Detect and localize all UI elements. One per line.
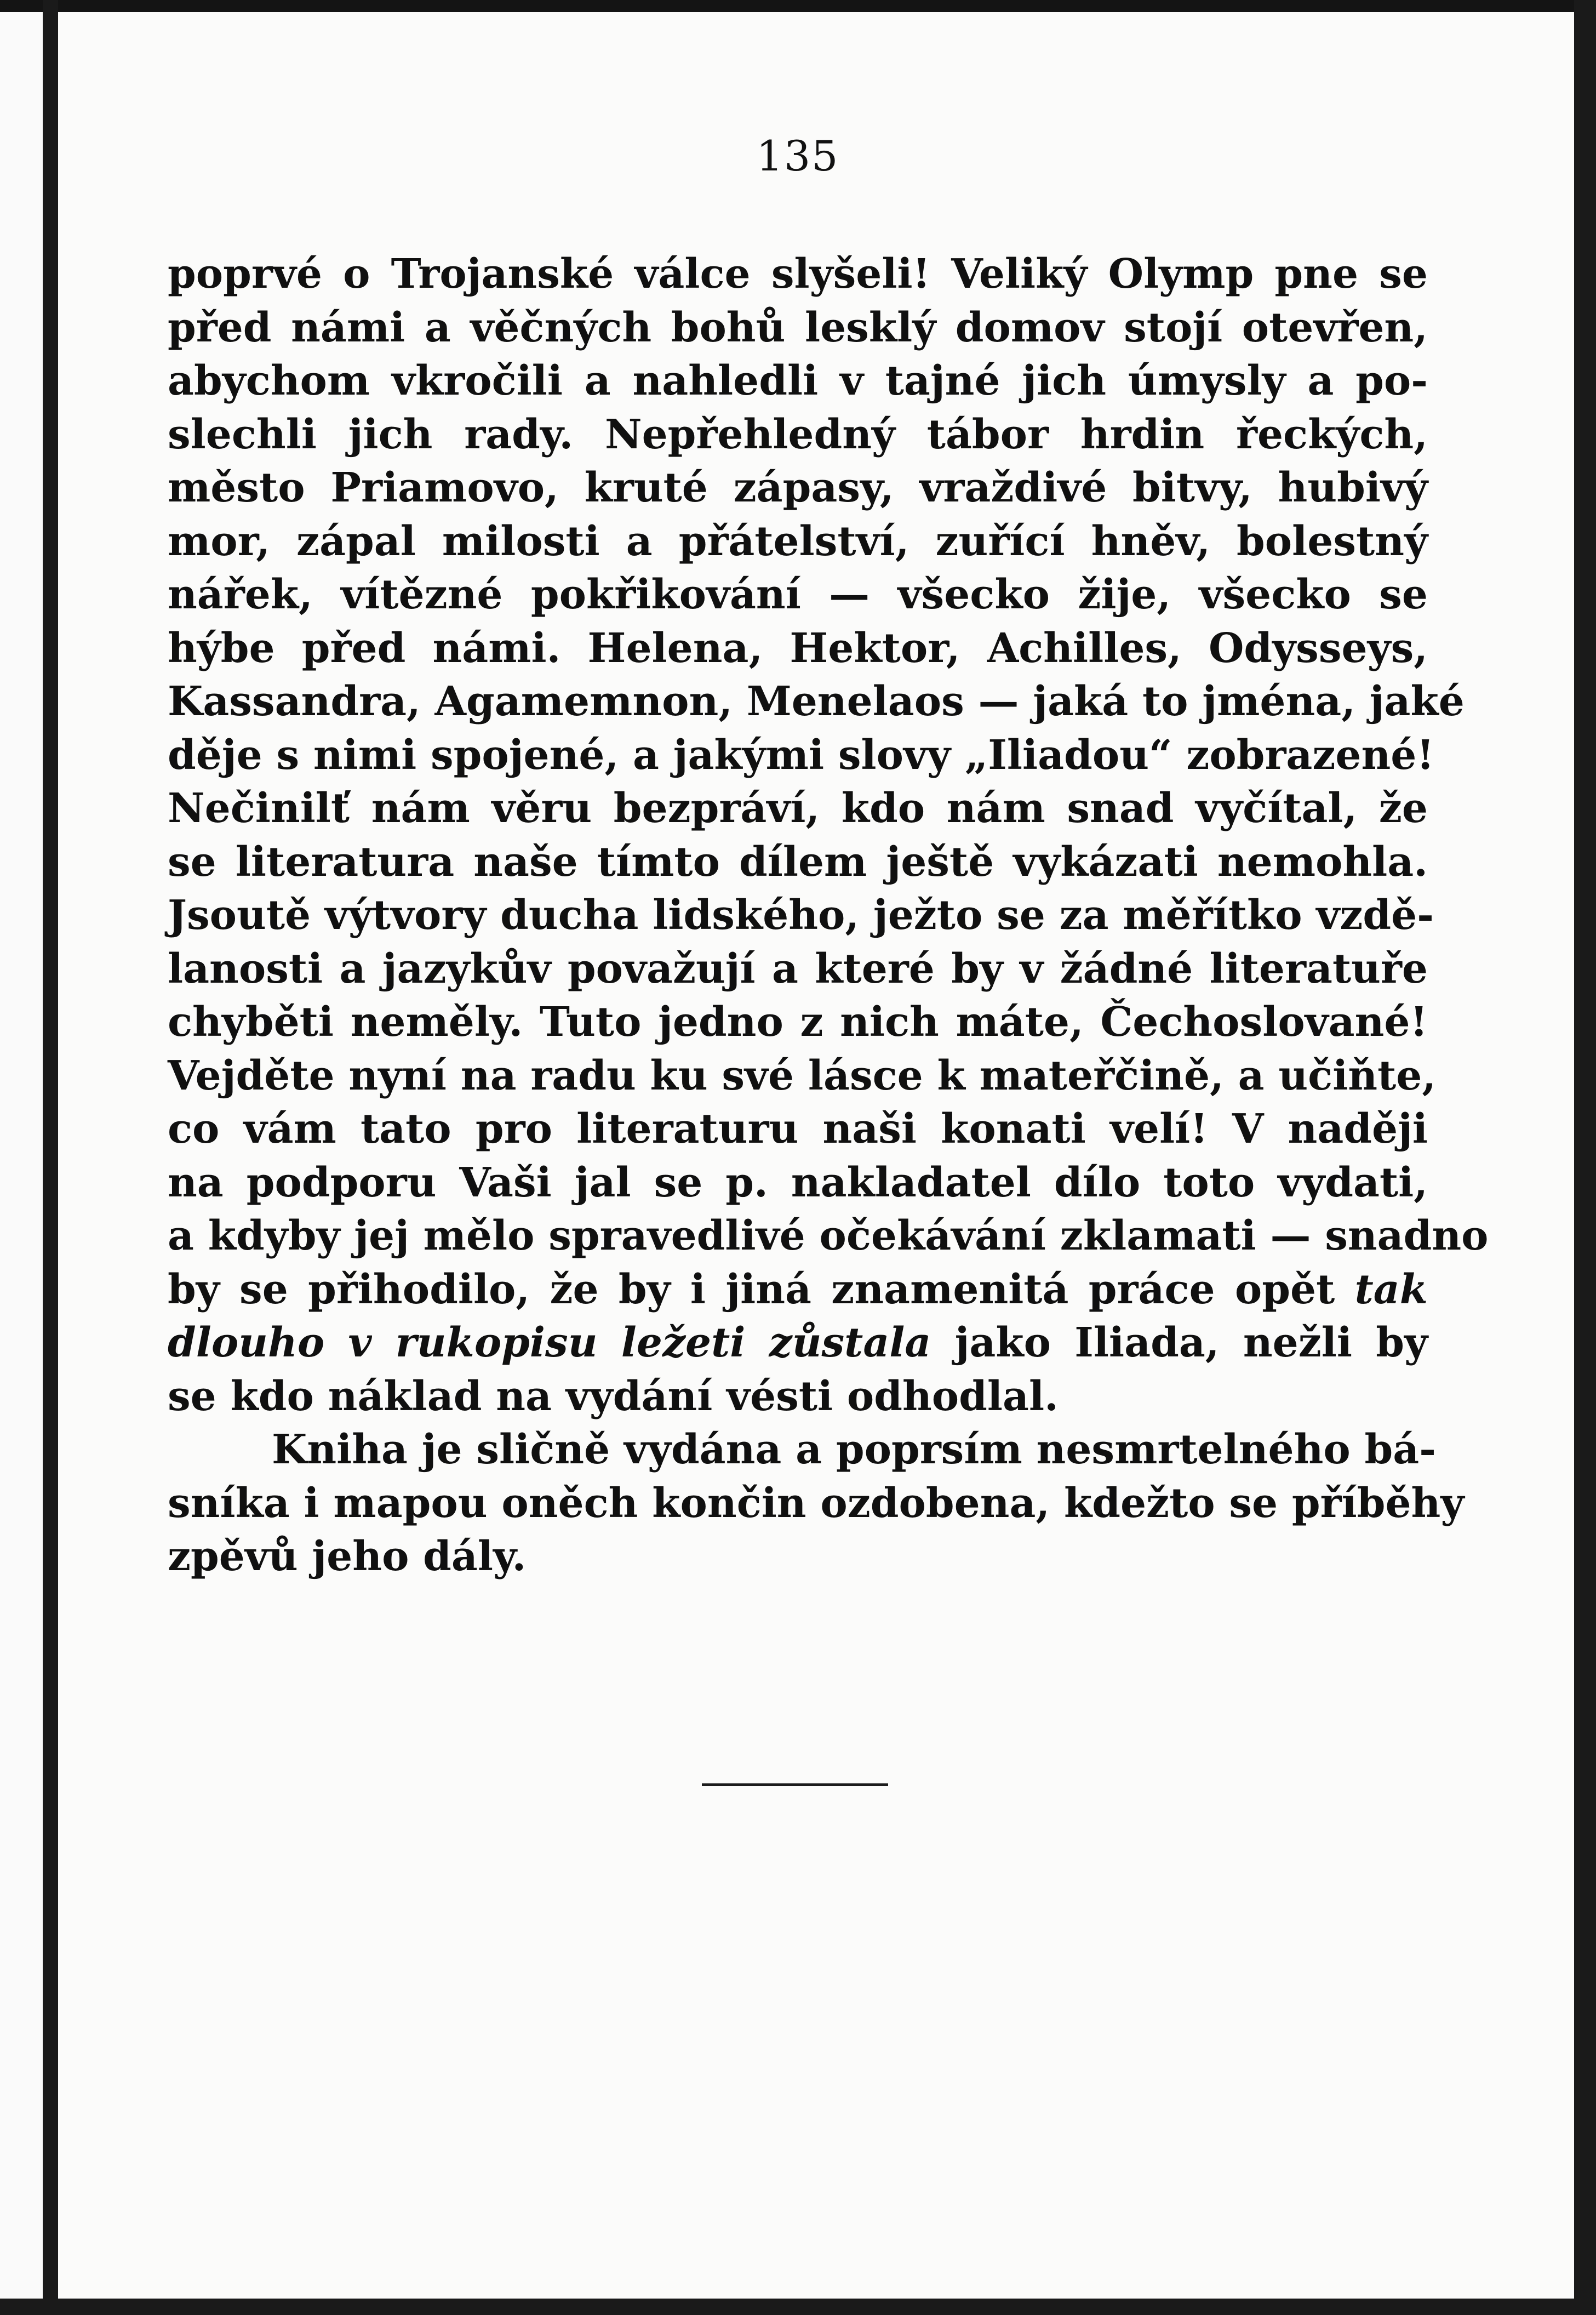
text-line: abychom vkročili a nahledli v tajné jich úmysly a po- [168, 357, 1428, 404]
scan-border-bottom [0, 2299, 1596, 2315]
text-line: sníka i mapou oněch končin ozdobena, kdežto se příběhy [168, 1479, 1465, 1527]
scan-border-top [0, 0, 1596, 12]
text-line: na podporu Vaši jal se p. nakladatel dílo toto vydati, [168, 1159, 1428, 1206]
text-line: a kdyby jej mělo spravedlivé očekávání zklamati — snadno [168, 1212, 1489, 1259]
text-line: lanosti a jazykův považují a které by v žádné literatuře [168, 945, 1428, 993]
text-line: Kassandra, Agamemnon, Menelaos — jaká to jména, jaké [168, 678, 1465, 725]
text-line: slechli jich rady. Nepřehledný tábor hrdin řeckých, [168, 410, 1428, 458]
text-line: Nečinilť nám věru bezpráví, kdo nám snad vyčítal, že [168, 785, 1428, 832]
text-line: se kdo náklad na vydání vésti odhodlal. [168, 1372, 1059, 1420]
italic-segment: tak [1354, 1265, 1428, 1313]
text-line: Vejděte nyní na radu ku své lásce k mateřčině, a učiňte, [168, 1052, 1437, 1099]
text-line: co vám tato pro literaturu naši konati velí! V naději [168, 1105, 1428, 1153]
text-line: děje s nimi spojené, a jakými slovy „Iliadou“ zobrazené! [168, 731, 1434, 779]
scan-border-left [43, 0, 58, 2315]
text-line: hýbe před námi. Helena, Hektor, Achilles, Odysseys, [168, 624, 1428, 672]
text-line: poprvé o Trojanské válce slyšeli! Veliký Olymp pne se [168, 250, 1428, 298]
text-line: Jsoutě výtvory ducha lidského, ježto se za měřítko vzdě- [168, 892, 1434, 939]
italic-segment: dlouho v rukopisu ležeti zůstala [168, 1319, 931, 1366]
text-line: nářek, vítězné pokřikování — všecko žije, všecko se [168, 571, 1428, 618]
text-line-with-italic [168, 1316, 1428, 1370]
scan-margin-left [0, 0, 43, 2315]
text-line: město Priamovo, kruté zápasy, vraždivé bitvy, hubivý [168, 464, 1428, 511]
text-segment: by se přihodilo, že by i jiná znamenitá práce opět [168, 1265, 1335, 1313]
scan-border-right [1574, 0, 1596, 2315]
text-line: mor, zápal milosti a přátelství, zuřící hněv, bolestný [168, 517, 1428, 565]
text-line: chyběti neměly. Tuto jedno z nich máte, Čechoslované! [168, 999, 1428, 1046]
text-line: zpěvů jeho dály. [168, 1533, 527, 1580]
body-text [168, 248, 1489, 1584]
section-divider [702, 1783, 888, 1786]
text-line: před námi a věčných bohů lesklý domov stojí otevřen, [168, 304, 1428, 351]
paragraph-start-line: Kniha je sličně vydána a poprsím nesmrtelného bá- [272, 1426, 1436, 1473]
page-number: 135 [756, 132, 839, 180]
text-line: se literatura naše tímto dílem ještě vykázati nemohla. [168, 838, 1428, 886]
text-segment: jako Iliada, nežli by [954, 1319, 1428, 1366]
book-page [58, 12, 1574, 2299]
text-line-with-italic [168, 1263, 1428, 1317]
